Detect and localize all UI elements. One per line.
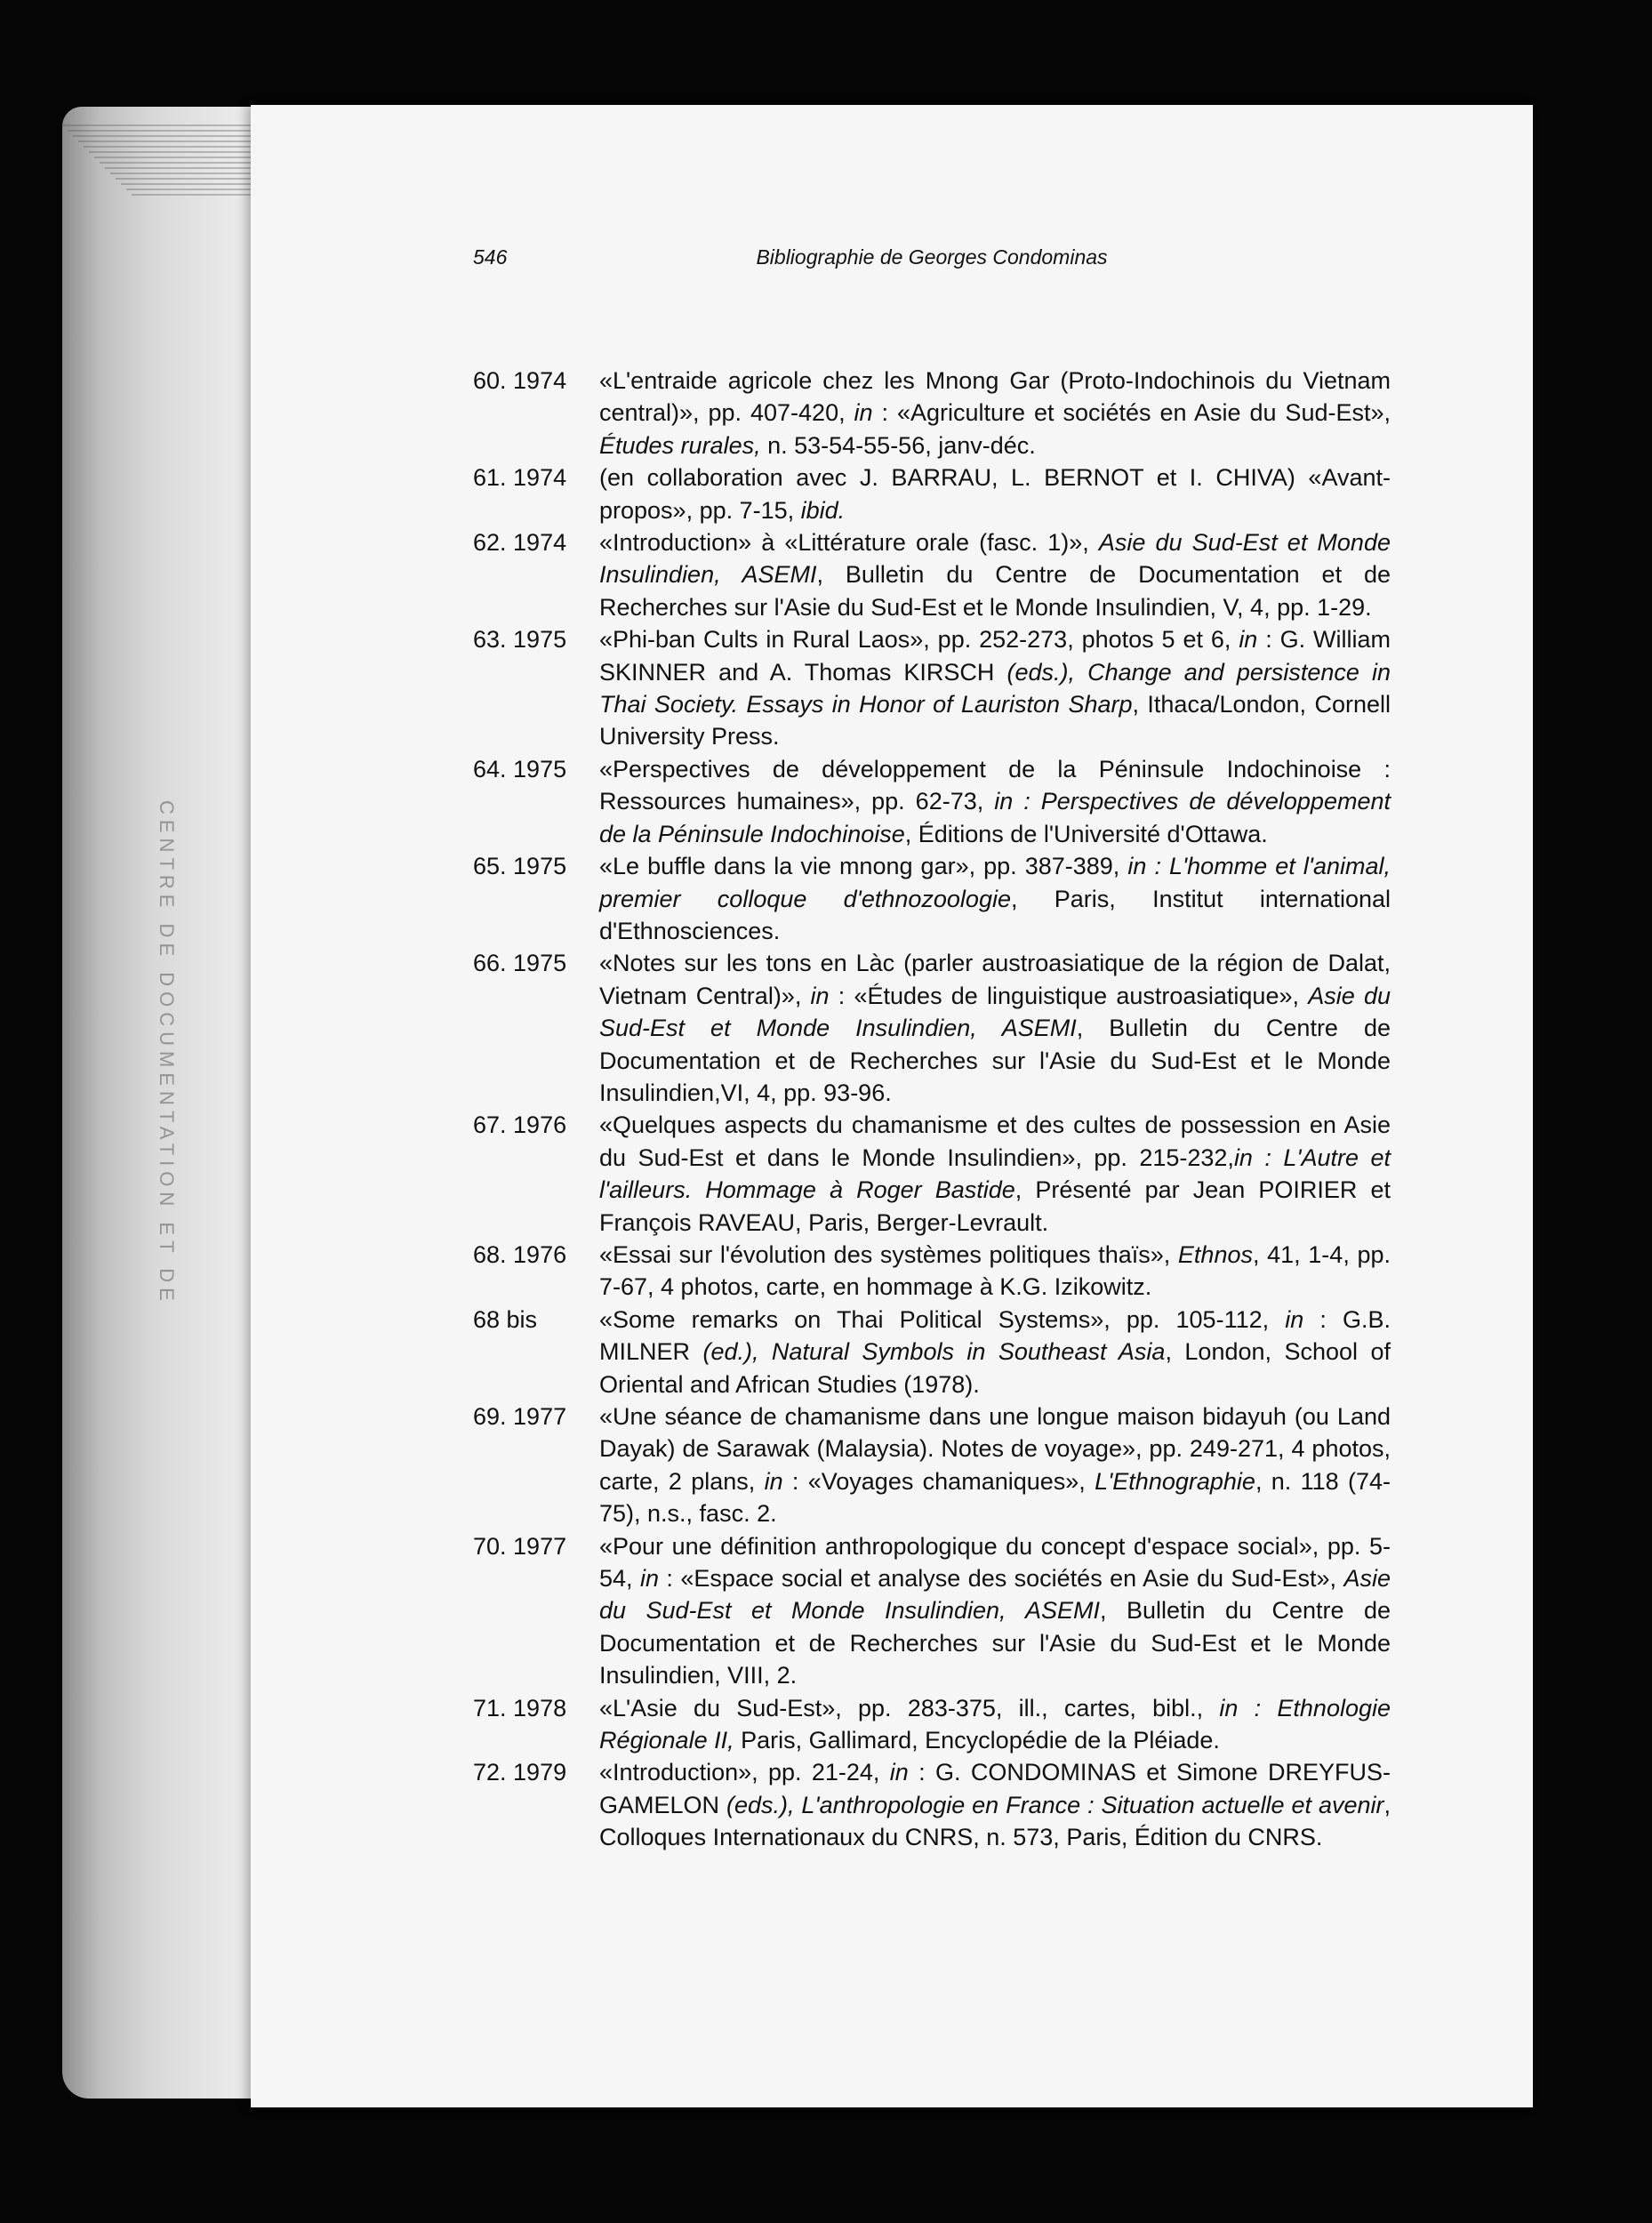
bibliography-entry xyxy=(473,1304,1391,1400)
entry-segment: , London, School of Oriental and African Studies (1978). xyxy=(599,1338,1391,1398)
entry-segment: : G.B. MILNER xyxy=(599,1305,1391,1366)
bibliography-entry xyxy=(473,365,1391,461)
entry-text xyxy=(599,1756,1391,1853)
entry-segment: , Colloques Internationaux du CNRS, n. 573, Paris, Édition du CNRS. xyxy=(599,1791,1391,1851)
bibliography-entry xyxy=(473,1239,1391,1304)
entry-segment: , Éditions de l'Université d'Ottawa. xyxy=(904,820,1268,847)
bibliography-entry xyxy=(473,947,1391,1109)
entry-segment: (en collaboration avec J. BARRAU, L. BERNOT et I. CHIVA) «Avant-propos», pp. 7-15, xyxy=(599,464,1391,524)
bibliography-entry xyxy=(473,526,1391,623)
entry-segment: , Ithaca/London, Cornell University Press. xyxy=(599,691,1391,750)
entry-text xyxy=(599,623,1391,753)
entry-italic-segment: Asie du Sud-Est et Monde Insulindien, ASEMI xyxy=(599,529,1391,589)
bibliography-entry xyxy=(473,1400,1391,1530)
bibliography-entry xyxy=(473,623,1391,753)
entry-italic-segment: in xyxy=(810,982,830,1009)
page-edge-line xyxy=(62,124,267,126)
page-edge-line xyxy=(94,156,267,158)
entry-number: 70. 1977 xyxy=(473,1532,567,1560)
entry-italic-segment: (eds.), L'anthropologie en France : Situation actuelle et avenir xyxy=(726,1791,1384,1818)
entry-text xyxy=(599,461,1391,526)
entry-segment: «L'entraide agricole chez les Mnong Gar (Proto-Indochinois du Vietnam central)», pp. 407-420, xyxy=(599,367,1391,427)
entry-segment: : «Voyages chamaniques», xyxy=(782,1467,1095,1495)
page-edge-line xyxy=(68,130,267,132)
page-edge-line xyxy=(126,189,267,190)
entry-text xyxy=(599,1239,1391,1304)
bibliography-entry xyxy=(473,753,1391,850)
entry-text xyxy=(599,1530,1391,1692)
entry-segment: : «Espace social et analyse des sociétés en Asie du Sud-Est», xyxy=(658,1565,1344,1593)
page-edge-line xyxy=(84,146,267,148)
bibliography-entry xyxy=(473,1756,1391,1853)
entry-italic-segment: in : L'homme et l'animal, premier colloque d'ethnozoologie xyxy=(599,853,1391,912)
entry-italic-segment: in xyxy=(1285,1305,1304,1333)
page-edge-line xyxy=(100,162,267,164)
entry-segment: «Une séance de chamanisme dans une longue maison bidayuh (ou Land Dayak) de Sarawak (Malaysia). Notes de voyage», pp. 249-271, 4 photos, carte, 2 plans, xyxy=(599,1403,1391,1495)
entry-italic-segment: in xyxy=(639,1565,659,1593)
entry-segment: , n. 118 (74-75), n.s., fasc. 2. xyxy=(599,1467,1391,1528)
entry-number: 66. 1975 xyxy=(473,950,567,977)
entry-segment: , Présenté par Jean POIRIER et François RAVEAU, Paris, Berger-Levrault. xyxy=(599,1176,1391,1236)
entry-number: 63. 1975 xyxy=(473,626,567,654)
entry-text xyxy=(599,1400,1391,1530)
entry-number: 65. 1975 xyxy=(473,853,567,880)
entry-segment: , Bulletin du Centre de Documentation et de Recherches sur l'Asie du Sud-Est et le Monde Insulindien,VI, 4, pp. 93-96. xyxy=(599,1015,1391,1106)
entry-text xyxy=(599,1109,1391,1239)
book-page xyxy=(251,105,1533,2107)
entry-text xyxy=(599,365,1391,461)
entry-italic-segment: Ethnos xyxy=(1177,1240,1253,1268)
entry-italic-segment: L'Ethnographie xyxy=(1095,1467,1255,1495)
entry-segment: «Introduction», pp. 21-24, xyxy=(599,1759,890,1786)
entry-segment: , Paris, Institut international d'Ethnosciences. xyxy=(599,885,1391,944)
entry-italic-segment: Asie du Sud-Est et Monde Insulindien, ASEMI xyxy=(599,982,1391,1042)
entry-segment: «Notes sur les tons en Làc (parler austroasiatique de la région de Dalat, Vietnam Central)», xyxy=(599,950,1391,1009)
library-stamp: CENTRE DE DOCUMENTATION ET DE xyxy=(156,800,178,1306)
entry-segment: «Perspectives de développement de la Péninsule Indochinoise : Ressources humaines», pp. 62-73, xyxy=(599,755,1391,815)
entry-italic-segment: Études rurales, xyxy=(599,431,761,459)
bibliography-list xyxy=(473,365,1391,1854)
entry-number: 62. 1974 xyxy=(473,529,567,557)
page-edge-line xyxy=(73,135,267,137)
entry-italic-segment: (eds.), Change and persistence in Thai Society. Essays in Honor of Lauriston Sharp xyxy=(599,658,1391,718)
entry-italic-segment: in xyxy=(889,1759,909,1786)
entry-text xyxy=(599,850,1391,947)
entry-text xyxy=(599,526,1391,623)
entry-segment: «Quelques aspects du chamanisme et des cultes de possession en Asie du Sud-Est et dans le Monde Insulindien», pp. 215-232, xyxy=(599,1112,1391,1171)
entry-number: 68. 1976 xyxy=(473,1240,567,1268)
entry-segment: , Bulletin du Centre de Documentation et de Recherches sur l'Asie du Sud-Est et le Monde Insulindien, V, 4, pp. 1-29. xyxy=(599,561,1391,621)
page-number: 546 xyxy=(473,245,508,269)
running-title: Bibliographie de Georges Condominas xyxy=(756,245,1108,269)
entry-segment: : G. CONDOMINAS et Simone DREYFUS-GAMELON xyxy=(599,1759,1391,1818)
entry-italic-segment: in : Ethnologie Régionale II, xyxy=(599,1694,1391,1754)
entry-segment: «Some remarks on Thai Political Systems», pp. 105-112, xyxy=(599,1305,1286,1333)
page-edge-line xyxy=(89,151,267,153)
entry-italic-segment: Asie du Sud-Est et Monde Insulindien, ASEMI xyxy=(599,1565,1391,1625)
page-edge-line xyxy=(78,140,267,142)
entry-text xyxy=(599,753,1391,850)
page-edge-line xyxy=(121,183,267,185)
entry-segment: n. 53-54-55-56, janv-déc. xyxy=(760,431,1036,459)
entry-italic-segment: in : Perspectives de développement de la Péninsule Indochinoise xyxy=(599,788,1391,847)
entry-italic-segment: in xyxy=(1239,626,1258,654)
page-edge-line xyxy=(110,173,267,174)
entry-text xyxy=(599,1304,1391,1400)
entry-segment: «Essai sur l'évolution des systèmes politiques thaïs», xyxy=(599,1240,1178,1268)
entry-italic-segment: (ed.), Natural Symbols in Southeast Asia xyxy=(702,1338,1166,1366)
page-edge-line xyxy=(105,167,267,169)
bibliography-entry xyxy=(473,1530,1391,1692)
entry-italic-segment: ibid. xyxy=(800,496,846,524)
entry-segment: «L'Asie du Sud-Est», pp. 283-375, ill., cartes, bibl., xyxy=(599,1694,1220,1721)
entry-segment: : G. William SKINNER and A. Thomas KIRSCH xyxy=(599,626,1391,686)
bibliography-entry xyxy=(473,850,1391,947)
bibliography-entry xyxy=(473,1692,1391,1757)
entry-number: 61. 1974 xyxy=(473,464,567,492)
entry-segment: Paris, Gallimard, Encyclopédie de la Pléiade. xyxy=(734,1727,1220,1754)
bibliography-entry xyxy=(473,461,1391,526)
entry-number: 64. 1975 xyxy=(473,755,567,782)
entry-number: 68 bis xyxy=(473,1305,538,1333)
entry-segment: «Le buffle dans la vie mnong gar», pp. 387-389, xyxy=(599,853,1128,880)
entry-text xyxy=(599,947,1391,1109)
page-edge-line xyxy=(116,178,267,180)
entry-text xyxy=(599,1692,1391,1757)
entry-number: 71. 1978 xyxy=(473,1694,567,1721)
entry-segment: , Bulletin du Centre de Documentation et de Recherches sur l'Asie du Sud-Est et le Monde Insulindien, VIII, 2. xyxy=(599,1597,1391,1689)
entry-segment: : «Études de linguistique austroasiatique», xyxy=(829,982,1309,1009)
entry-number: 72. 1979 xyxy=(473,1759,567,1786)
entry-segment: «Phi-ban Cults in Rural Laos», pp. 252-273, photos 5 et 6, xyxy=(599,626,1239,654)
entry-segment: , 41, 1-4, pp. 7-67, 4 photos, carte, en hommage à K.G. Izikowitz. xyxy=(599,1240,1391,1301)
entry-segment: «Introduction» à «Littérature orale (fasc. 1)», xyxy=(599,529,1099,557)
entry-segment: «Pour une définition anthropologique du concept d'espace social», pp. 5-54, xyxy=(599,1532,1391,1593)
entry-segment: : «Agriculture et sociétés en Asie du Sud-Est», xyxy=(872,399,1391,427)
entry-number: 69. 1977 xyxy=(473,1403,567,1430)
entry-italic-segment: in : L'Autre et l'ailleurs. Hommage à Roger Bastide xyxy=(599,1144,1391,1204)
entry-italic-segment: in xyxy=(854,399,873,427)
entry-number: 60. 1974 xyxy=(473,367,567,394)
page-edge-line xyxy=(132,194,267,196)
bibliography-entry xyxy=(473,1109,1391,1239)
entry-number: 67. 1976 xyxy=(473,1112,567,1139)
entry-italic-segment: in xyxy=(764,1467,783,1495)
